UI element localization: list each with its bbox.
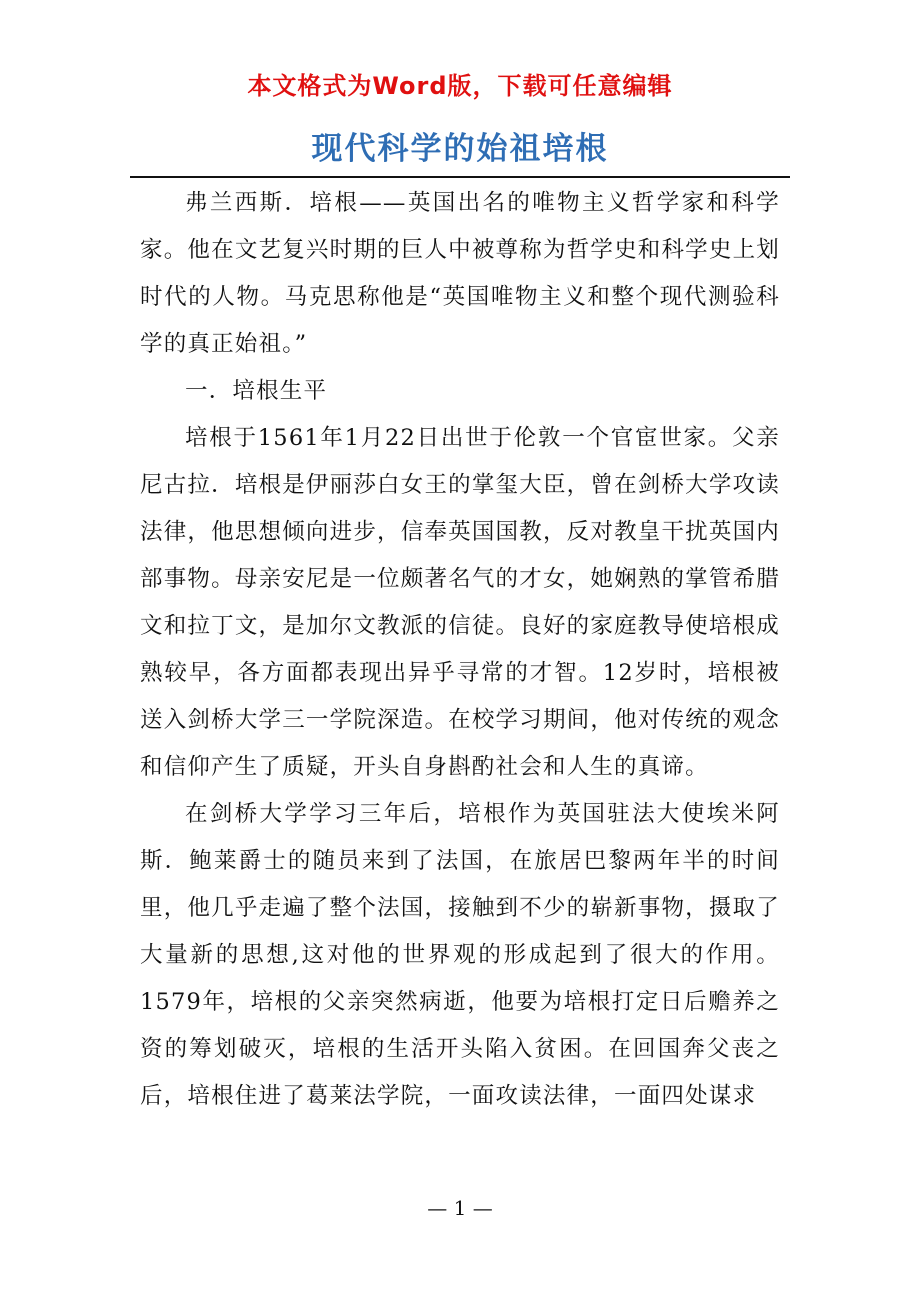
paragraph-birth: 培根于1561年1月22日出世于伦敦一个官宦世家。父亲尼古拉．培根是伊丽莎白女王的掌玺大臣，曾在剑桥大学攻读法律，他思想倾向进步，信奉英国国教，反对教皇干扰英国内部事物。母亲安尼是一位颇著名气的才女，她娴熟的掌管希腊文和拉丁文，是加尔文教派的信徒。良好的家庭教导使培根成熟较早，各方面都表现出异乎寻常的才智。12岁时，培根被送入剑桥大学三一学院深造。在校学习期间，他对传统的观念和信仰产生了质疑，开头自身斟酌社会和人生的真谛。 bbox=[140, 425, 780, 780]
title-divider bbox=[130, 176, 790, 178]
edit-notice-banner: 本文格式为Word版，下载可任意编辑 bbox=[247, 72, 673, 100]
paragraph-intro: 弗兰西斯．培根——英国出名的唯物主义哲学家和科学家。他在文艺复兴时期的巨人中被尊称为哲学史和科学史上划时代的人物。马克思称他是“英国唯物主义和整个现代测验科学的真正始祖。” bbox=[140, 190, 780, 357]
paragraph-cambridge: 在剑桥大学学习三年后，培根作为英国驻法大使埃米阿斯．鲍莱爵士的随员来到了法国，在旅居巴黎两年半的时间里，他几乎走遍了整个法国，接触到不少的崭新事物，摄取了大量新的思想,这对他的世界观的形成起到了很大的作用。1579年，培根的父亲突然病逝，他要为培根打定日后赡养之资的筹划破灭，培根的生活开头陷入贫困。在回国奔父丧之后，培根住进了葛莱法学院，一面攻读法律，一面四处谋求 bbox=[140, 801, 780, 1109]
section-heading-life: 一．培根生平 bbox=[185, 378, 328, 404]
document-title: 现代科学的始祖培根 bbox=[311, 131, 609, 167]
page-number: — 1 — bbox=[427, 1196, 493, 1220]
document-body bbox=[140, 180, 780, 1120]
